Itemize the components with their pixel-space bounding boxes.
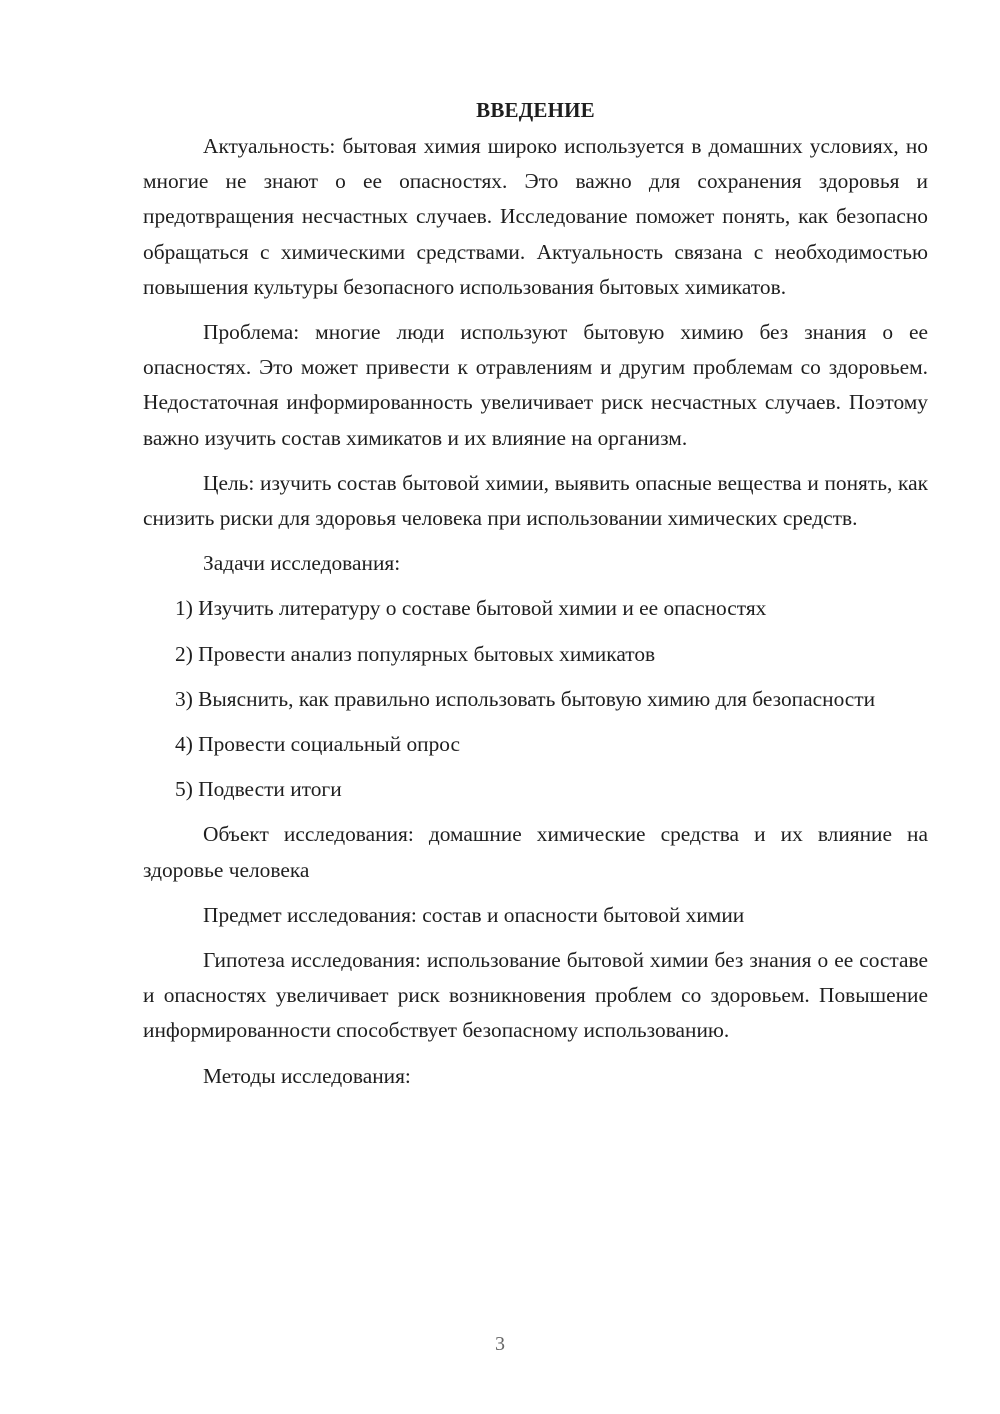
- goal-paragraph: Цель: изучить состав бытовой химии, выявить опасные вещества и понять, как снизить риски для здоровья человека при использовании химических средств.: [143, 470, 928, 531]
- task-item-1: 1) Изучить литературу о составе бытовой химии и ее опасностях: [175, 596, 767, 621]
- task-item-5: 5) Подвести итоги: [175, 777, 342, 802]
- object-paragraph: Объект исследования: домашние химические средства и их влияние на здоровье человека: [143, 822, 928, 882]
- problem-paragraph: Проблема: многие люди используют бытовую химию без знания о ее опасностях. Это может привести к отравлениям и другим проблемам со здоровьем. Недостаточная информированность увеличивает риск несчастных случаев. Поэтому важно изучить состав химикатов и их влияние на организм.: [143, 320, 928, 450]
- task-item-3: 3) Выяснить, как правильно использовать бытовую химию для безопасности: [175, 686, 876, 711]
- task-item-4: 4) Провести социальный опрос: [175, 732, 461, 757]
- methods-heading: Методы исследования:: [203, 1063, 411, 1088]
- document-title: ВВЕДЕНИЕ: [476, 98, 595, 122]
- subject-paragraph: Предмет исследования: состав и опасности бытовой химии: [203, 902, 745, 927]
- relevance-paragraph: Актуальность: бытовая химия широко используется в домашних условиях, но многие не знают о ее опасностях. Это важно для сохранения здоровья и предотвращения несчастных случаев. Исследование поможет понять, как безопасно обращаться с химическими средствами. Актуальность связана с необходимостью повышения культуры безопасного использования бытовых химикатов.: [143, 134, 928, 299]
- hypothesis-paragraph: Гипотеза исследования: использование бытовой химии без знания о ее составе и опасностях увеличивает риск возникновения проблем со здоровьем. Повышение информированности способствует безопасному использованию.: [143, 948, 928, 1043]
- tasks-heading: Задачи исследования:: [203, 551, 401, 576]
- document-page: [143, 93, 928, 1104]
- task-item-2: 2) Провести анализ популярных бытовых химикатов: [175, 641, 656, 666]
- page-number: 3: [495, 1333, 505, 1355]
